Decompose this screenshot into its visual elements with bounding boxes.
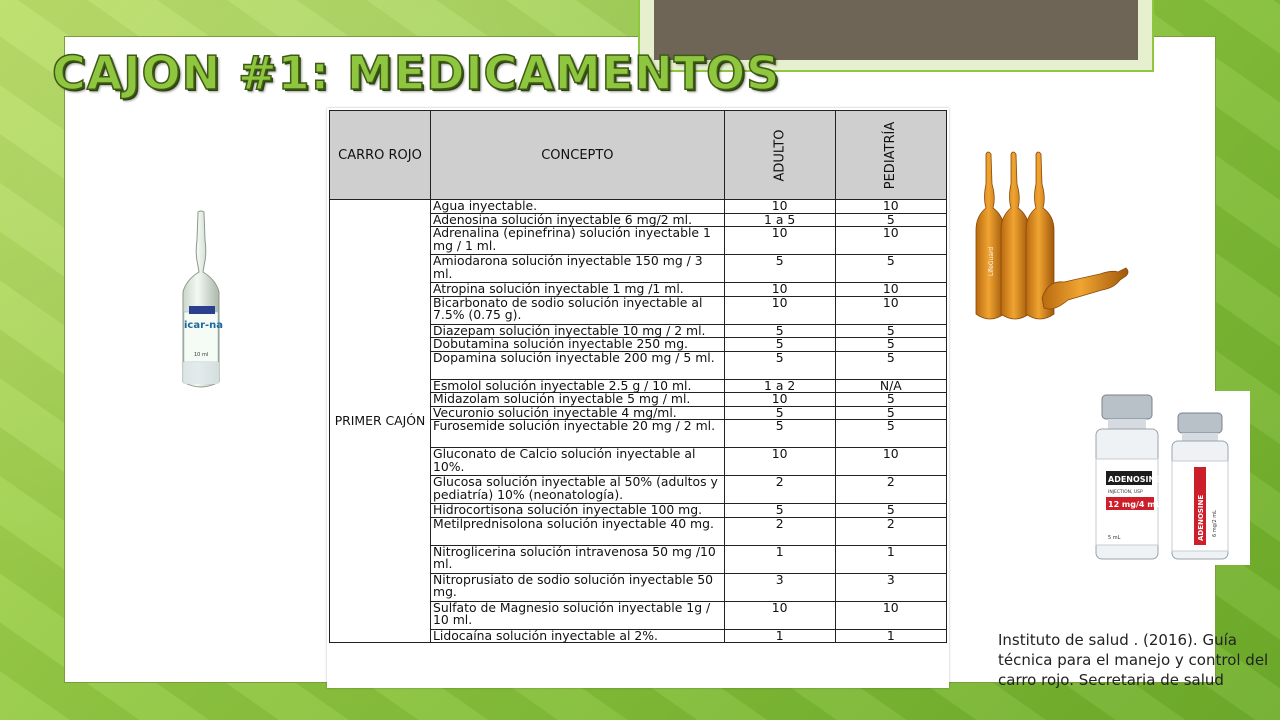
header-pediatria-label: PEDIATRÍA (883, 121, 899, 189)
concept-cell: Glucosa solución inyectable al 50% (adultos y pediatría) 10% (neonatología). (431, 476, 725, 504)
concept-cell: Bicarbonato de sodio solución inyectable al 7.5% (0.75 g). (431, 296, 725, 324)
pediatric-qty-cell: 10 (835, 448, 946, 476)
pediatric-qty-cell: 5 (835, 406, 946, 420)
header-pediatria (835, 111, 946, 200)
adenosine-large-sub: INJECTION, USP (1108, 490, 1143, 495)
concept-cell: Sulfato de Magnesio solución inyectable 1g / 10 ml. (431, 601, 725, 629)
pediatric-qty-cell: N/A (835, 379, 946, 393)
adult-qty-cell: 3 (724, 573, 835, 601)
adenosine-large-dose: 12 mg/4 mL (1108, 500, 1161, 509)
adenosine-small-name: ADENOSINE (1197, 494, 1205, 541)
drawer-label: PRIMER CAJÓN (330, 200, 431, 643)
table-header-row (330, 111, 947, 200)
pediatric-qty-cell: 5 (835, 351, 946, 379)
pediatric-qty-cell: 3 (835, 573, 946, 601)
concept-cell: Adrenalina (epinefrina) solución inyectable 1 mg / 1 ml. (431, 227, 725, 255)
concept-cell: Esmolol solución inyectable 2.5 g / 10 ml. (431, 379, 725, 393)
ampoule-1 (976, 152, 1004, 319)
concept-cell: Lidocaína solución inyectable al 2%. (431, 629, 725, 643)
adult-qty-cell: 1 a 5 (724, 213, 835, 227)
adult-qty-cell: 1 (724, 545, 835, 573)
header-carro-rojo: CARRO ROJO (330, 111, 431, 200)
adenosine-large-vol: 5 mL (1108, 535, 1121, 541)
adult-qty-cell: 2 (724, 476, 835, 504)
pediatric-qty-cell: 10 (835, 601, 946, 629)
citation-text: Instituto de salud . (2016). Guía técnica para el manejo y control del carro rojo. Secretaria de salud (998, 631, 1269, 689)
pediatric-qty-cell: 5 (835, 393, 946, 407)
pediatric-qty-cell: 2 (835, 517, 946, 545)
ampoule-2 (1001, 152, 1029, 319)
ampoule-label: icar-na (184, 320, 224, 331)
adult-qty-cell: 10 (724, 601, 835, 629)
pediatric-qty-cell: 10 (835, 283, 946, 297)
adult-qty-cell: 5 (724, 351, 835, 379)
pediatric-qty-cell: 5 (835, 324, 946, 338)
adult-qty-cell: 5 (724, 255, 835, 283)
adenosine-vials-image (1090, 391, 1250, 565)
pediatric-qty-cell: 2 (835, 476, 946, 504)
pediatric-qty-cell: 5 (835, 420, 946, 448)
concept-cell: Gluconato de Calcio solución inyectable al 10%. (431, 448, 725, 476)
brown-ampoule-brand: LifeGuard (988, 246, 995, 276)
pediatric-qty-cell: 5 (835, 255, 946, 283)
adult-qty-cell: 5 (724, 324, 835, 338)
concept-cell: Atropina solución inyectable 1 mg /1 ml. (431, 283, 725, 297)
adult-qty-cell: 5 (724, 338, 835, 352)
concept-cell: Hidrocortisona solución inyectable 100 mg. (431, 504, 725, 518)
pediatric-qty-cell: 10 (835, 227, 946, 255)
header-concepto: CONCEPTO (431, 111, 725, 200)
concept-cell: Dobutamina solución inyectable 250 mg. (431, 338, 725, 352)
adenosine-small-dose: 6 mg/2 mL (1212, 510, 1218, 537)
concept-cell: Midazolam solución inyectable 5 mg / ml. (431, 393, 725, 407)
adenosine-large-name: ADENOSINE (1108, 475, 1161, 484)
concept-cell: Furosemide solución inyectable 20 mg / 2 ml. (431, 420, 725, 448)
adult-qty-cell: 5 (724, 504, 835, 518)
concept-cell: Agua inyectable. (431, 200, 725, 214)
concept-cell: Diazepam solución inyectable 10 mg / 2 ml. (431, 324, 725, 338)
pediatric-qty-cell: 1 (835, 629, 946, 643)
adult-qty-cell: 10 (724, 393, 835, 407)
brown-ampoules-image (950, 148, 1130, 330)
pediatric-qty-cell: 10 (835, 200, 946, 214)
table-row (330, 200, 947, 214)
ampoule-volume: 10 ml (194, 352, 209, 358)
adult-qty-cell: 10 (724, 448, 835, 476)
pediatric-qty-cell: 10 (835, 296, 946, 324)
adult-qty-cell: 1 (724, 629, 835, 643)
medication-table (329, 110, 947, 643)
slide-title: CAJON #1: MEDICAMENTOS (52, 46, 781, 100)
pediatric-qty-cell: 1 (835, 545, 946, 573)
concept-cell: Vecuronio solución inyectable 4 mg/ml. (431, 406, 725, 420)
pediatric-qty-cell: 5 (835, 338, 946, 352)
adult-qty-cell: 10 (724, 283, 835, 297)
pediatric-qty-cell: 5 (835, 504, 946, 518)
clear-ampoule-image (176, 210, 226, 392)
adult-qty-cell: 10 (724, 296, 835, 324)
concept-cell: Amiodarona solución inyectable 150 mg / 3 ml. (431, 255, 725, 283)
adult-qty-cell: 2 (724, 517, 835, 545)
medication-table-container (327, 108, 949, 688)
adult-qty-cell: 10 (724, 200, 835, 214)
adult-qty-cell: 1 a 2 (724, 379, 835, 393)
concept-cell: Nitroprusiato de sodio solución inyectable 50 mg. (431, 573, 725, 601)
adult-qty-cell: 5 (724, 406, 835, 420)
header-adulto-label: ADULTO (772, 128, 788, 182)
concept-cell: Nitroglicerina solución intravenosa 50 mg /10 ml. (431, 545, 725, 573)
adult-qty-cell: 5 (724, 420, 835, 448)
ampoule-lying (1042, 268, 1128, 309)
adult-qty-cell: 10 (724, 227, 835, 255)
concept-cell: Adenosina solución inyectable 6 mg/2 ml. (431, 213, 725, 227)
concept-cell: Dopamina solución inyectable 200 mg / 5 ml. (431, 351, 725, 379)
concept-cell: Metilprednisolona solución inyectable 40 mg. (431, 517, 725, 545)
header-adulto (724, 111, 835, 200)
pediatric-qty-cell: 5 (835, 213, 946, 227)
